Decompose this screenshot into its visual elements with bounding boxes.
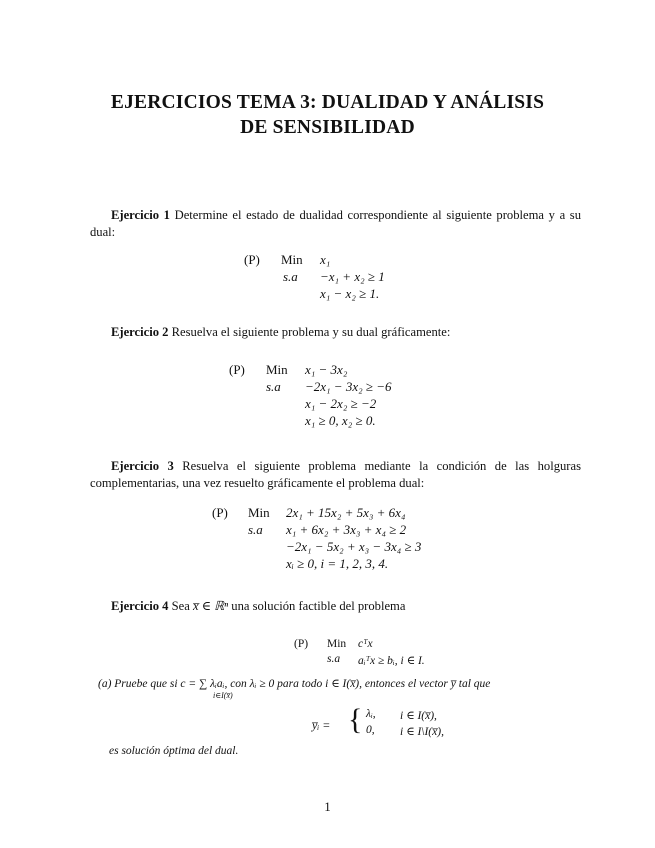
exercise-3-label: Ejercicio 3 (111, 459, 174, 473)
constraint-3: xᵢ ≥ 0, i = 1, 2, 3, 4. (286, 556, 389, 571)
exercise-2-statement (90, 324, 581, 341)
page-title (60, 90, 595, 140)
subject-to: s.a (266, 379, 281, 394)
subject-to: s.a (248, 522, 263, 537)
min-keyword: Min (327, 638, 347, 650)
closing-sentence: es solución óptima del dual. (109, 745, 239, 757)
exercise-2-label: Ejercicio 2 (111, 325, 169, 339)
problem-label: (P) (294, 638, 309, 650)
min-keyword: Min (266, 362, 288, 377)
min-keyword: Min (281, 252, 303, 267)
exercise-4-part-a (98, 676, 588, 690)
ybar-label: y̅ᵢ = (312, 718, 331, 732)
exercise-1-label: Ejercicio 1 (111, 208, 170, 222)
constraint-2: −2x₁ − 5x₂ + x₃ − 3x₄ ≥ 3 (286, 539, 422, 554)
case-2-value: 0, (366, 724, 375, 736)
problem-label: (P) (244, 252, 260, 267)
constraint-3: x₁ ≥ 0, x₂ ≥ 0. (305, 413, 376, 428)
title-line-2: DE SENSIBILIDAD (240, 117, 415, 138)
problem-label: (P) (212, 505, 228, 520)
exercise-3-statement (90, 458, 581, 492)
constraint-1: aᵢᵀx ≥ bᵢ, i ∈ I. (358, 655, 425, 667)
objective: 2x₁ + 15x₂ + 5x₃ + 6x₄ (286, 505, 406, 520)
objective: x₁ (320, 252, 331, 267)
exercise-1-text: Determine el estado de dualidad correspondiente al siguiente problema y a su dual: (90, 208, 582, 239)
part-a-text: (a) Pruebe que si c = ∑ λᵢaᵢ, con λᵢ ≥ 0 para todo i ∈ I(x̅), entonces el vector y̅ tal que (98, 678, 491, 690)
min-keyword: Min (248, 505, 270, 520)
exercise-4-statement (90, 598, 581, 615)
page-number: 1 (324, 799, 331, 814)
title-line-1: EJERCICIOS TEMA 3: DUALIDAD Y ANÁLISIS (110, 92, 545, 113)
exercise-2-text: Resuelva el siguiente problema y su dual gráficamente: (171, 325, 451, 339)
constraint-2: x₁ − 2x₂ ≥ −2 (305, 396, 377, 411)
left-brace: { (348, 703, 363, 736)
exercise-3-text: Resuelva el siguiente problema mediante la condición de las holguras complementarias, una vez resuelto gráficamente el problema dual: (90, 459, 581, 490)
objective: cᵀx (358, 638, 373, 650)
subject-to: s.a (327, 653, 341, 665)
objective: x₁ − 3x₂ (305, 362, 348, 377)
case-1-condition: i ∈ I(x̅), (400, 710, 437, 722)
exercise-4-text-post: una solución factible del problema (231, 599, 406, 613)
case-1-value: λᵢ, (366, 708, 376, 720)
case-2-condition: i ∈ I\I(x̅), (400, 726, 444, 738)
sum-subscript: i∈I(x̅) (213, 691, 233, 700)
subject-to: s.a (283, 269, 298, 284)
constraint-2: x₁ − x₂ ≥ 1. (320, 286, 380, 301)
xbar-in-Rn: x̅ ∈ ℝⁿ (192, 599, 229, 613)
constraint-1: −2x₁ − 3x₂ ≥ −6 (305, 379, 392, 394)
constraint-1: x₁ + 6x₂ + 3x₃ + x₄ ≥ 2 (286, 522, 407, 537)
constraint-1: −x₁ + x₂ ≥ 1 (320, 269, 385, 284)
problem-label: (P) (229, 362, 245, 377)
exercise-4-text-pre: Sea (171, 599, 190, 613)
exercise-4-label: Ejercicio 4 (111, 599, 169, 613)
exercise-1-statement (90, 207, 581, 241)
